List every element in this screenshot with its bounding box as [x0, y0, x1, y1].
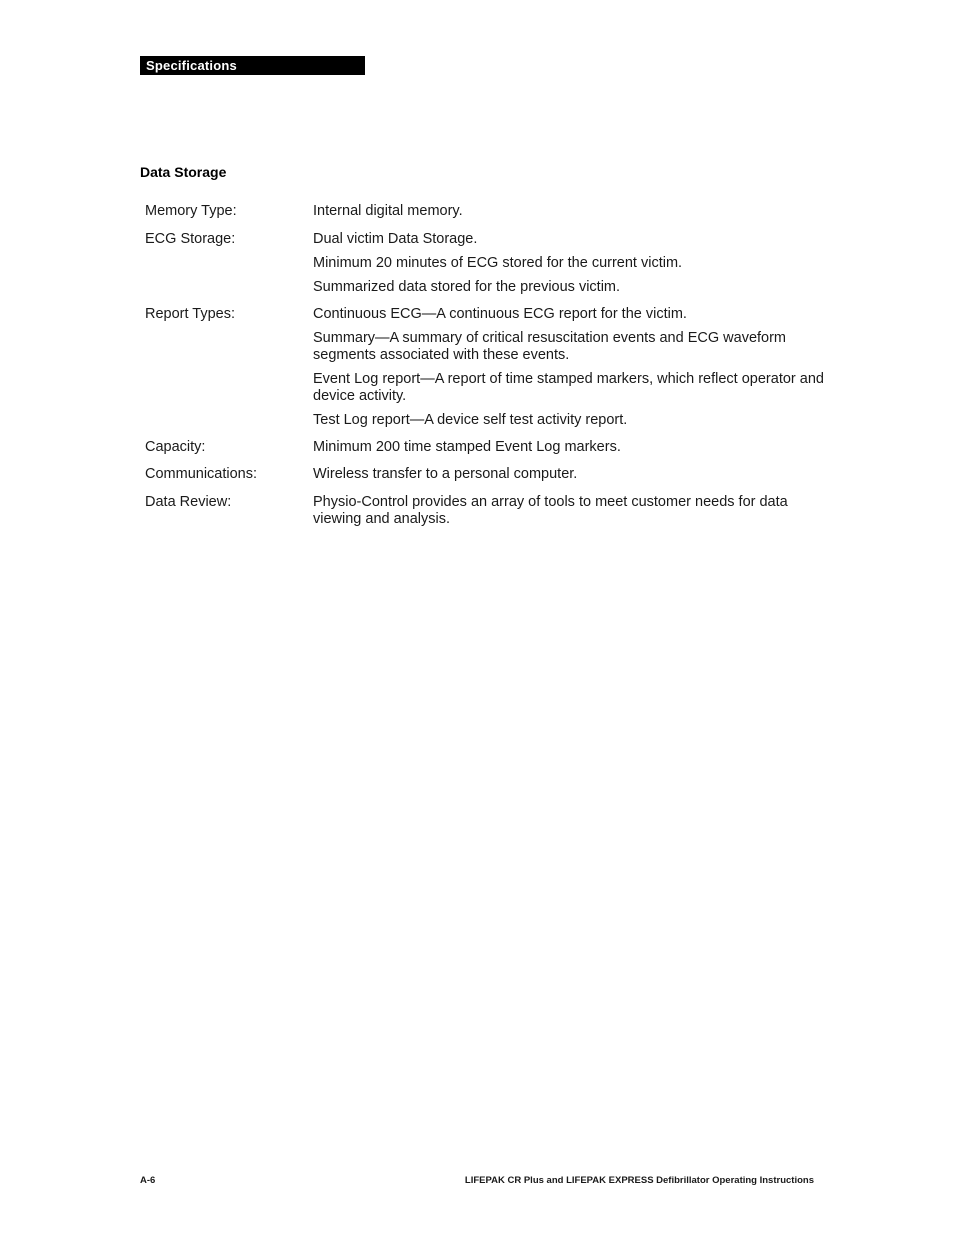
spec-row-capacity: [145, 439, 825, 463]
spec-row-report-types: [145, 306, 825, 436]
spec-value: Minimum 20 minutes of ECG stored for the current victim.: [313, 255, 683, 271]
spec-label: Communications:: [145, 466, 258, 482]
spec-value: Physio-Control provides an array of tools to meet customer needs for data viewing and analysis.: [313, 494, 788, 527]
section-title: Data Storage: [140, 164, 227, 180]
spec-row-data-review: [145, 494, 825, 535]
spec-label: ECG Storage:: [145, 231, 236, 247]
spec-label: Memory Type:: [145, 203, 237, 219]
spec-value: Test Log report—A device self test activity report.: [313, 412, 628, 428]
spec-value: Internal digital memory.: [313, 203, 463, 219]
spec-values: [313, 203, 825, 227]
spec-value: Summary—A summary of critical resuscitation events and ECG waveform segments associated with these events.: [313, 330, 787, 363]
spec-row-memory-type: [145, 203, 825, 227]
spec-value: Dual victim Data Storage.: [313, 231, 478, 247]
spec-values: [313, 466, 825, 490]
page-number: A-6: [140, 1175, 156, 1186]
spec-label: Data Review:: [145, 494, 232, 510]
document-title: LIFEPAK CR Plus and LIFEPAK EXPRESS Defibrillator Operating Instructions: [464, 1175, 814, 1186]
spec-row-communications: [145, 466, 825, 490]
spec-value: Summarized data stored for the previous victim.: [313, 279, 621, 295]
spec-table: [145, 203, 825, 535]
spec-values: [313, 306, 825, 436]
spec-value: Wireless transfer to a personal computer.: [313, 466, 578, 482]
spec-value: Event Log report—A report of time stamped markers, which reflect operator and device activity.: [313, 371, 824, 404]
spec-value: Minimum 200 time stamped Event Log markers.: [313, 439, 621, 455]
spec-row-ecg-storage: [145, 231, 825, 303]
spec-value: Continuous ECG—A continuous ECG report for the victim.: [313, 306, 687, 322]
spec-label: Report Types:: [145, 306, 236, 322]
spec-values: [313, 231, 825, 303]
spec-values: [313, 439, 825, 463]
spec-values: [313, 494, 825, 535]
section-header-bar: Specifications: [140, 56, 365, 75]
spec-label: Capacity:: [145, 439, 206, 455]
